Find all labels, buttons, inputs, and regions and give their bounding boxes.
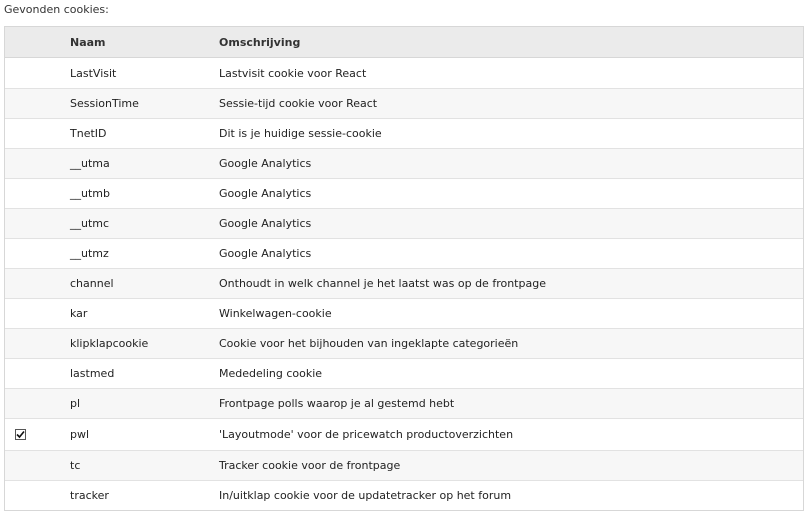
cookie-description: Google Analytics [219,187,312,200]
row-select-cell [15,239,29,268]
table-row [5,58,803,88]
row-select-cell [15,179,29,208]
cookie-name: TnetID [70,127,107,140]
row-select-cell [15,58,29,88]
row-select-cell [15,299,29,328]
table-row [5,178,803,208]
cookie-description: Frontpage polls waarop je al gestemd hebt [219,397,455,410]
table-row [5,358,803,388]
cookie-name: tc [70,459,81,472]
table-row [5,418,803,450]
cookie-description: Lastvisit cookie voor React [219,66,367,80]
cookie-description: Onthoudt in welk channel je het laatst was op de frontpage [219,277,546,290]
cookie-description: Google Analytics [219,217,312,230]
cookie-name: __utmc [70,217,110,230]
cookie-description: Google Analytics [219,247,312,260]
cookie-name: tracker [70,489,109,502]
row-select-cell [15,269,29,298]
table-row [5,450,803,480]
table-header [5,27,803,58]
row-checkbox[interactable] [15,429,26,440]
row-select-cell [15,209,29,238]
cookie-name: SessionTime [70,97,139,110]
row-select-cell [15,481,29,510]
table-row [5,268,803,298]
table-row [5,208,803,238]
cookie-name: kar [70,307,88,320]
checkmark-icon [16,430,25,439]
cookie-description: Dit is je huidige sessie-cookie [219,127,382,140]
cookie-name: channel [70,277,114,290]
column-header-description: Omschrijving [219,35,301,49]
cookie-description: Sessie-tijd cookie voor React [219,97,378,110]
table-row [5,148,803,178]
cookie-name: pl [70,397,81,410]
table-row [5,388,803,418]
cookie-name: lastmed [70,367,115,380]
cookie-description: Mededeling cookie [219,367,323,380]
cookie-description: 'Layoutmode' voor de pricewatch productoverzichten [219,428,514,441]
cookie-description: Cookie voor het bijhouden van ingeklapte categorieën [219,337,519,350]
cookie-name: __utmz [70,247,109,260]
cookie-name: __utmb [70,187,110,200]
cookie-name: pwl [70,428,90,441]
cookie-table [4,26,804,511]
cookie-name: klipklapcookie [70,337,149,350]
row-select-cell [15,451,29,480]
table-row [5,118,803,148]
row-select-cell [15,119,29,148]
table-row [5,328,803,358]
row-select-cell [15,419,29,450]
row-select-cell [15,89,29,118]
table-row [5,480,803,510]
cookie-name: __utma [70,157,110,170]
table-body [5,58,803,510]
cookie-description: Google Analytics [219,157,312,170]
page-caption: Gevonden cookies: [4,3,109,16]
row-select-cell [15,389,29,418]
column-header-name: Naam [70,35,106,49]
table-row [5,298,803,328]
row-select-cell [15,149,29,178]
cookie-description: Winkelwagen-cookie [219,307,332,320]
cookie-description: In/uitklap cookie voor de updatetracker op het forum [219,489,512,502]
row-select-cell [15,359,29,388]
table-row [5,88,803,118]
cookie-description: Tracker cookie voor de frontpage [219,459,401,472]
cookie-name: LastVisit [70,66,117,80]
table-row [5,238,803,268]
row-select-cell [15,329,29,358]
